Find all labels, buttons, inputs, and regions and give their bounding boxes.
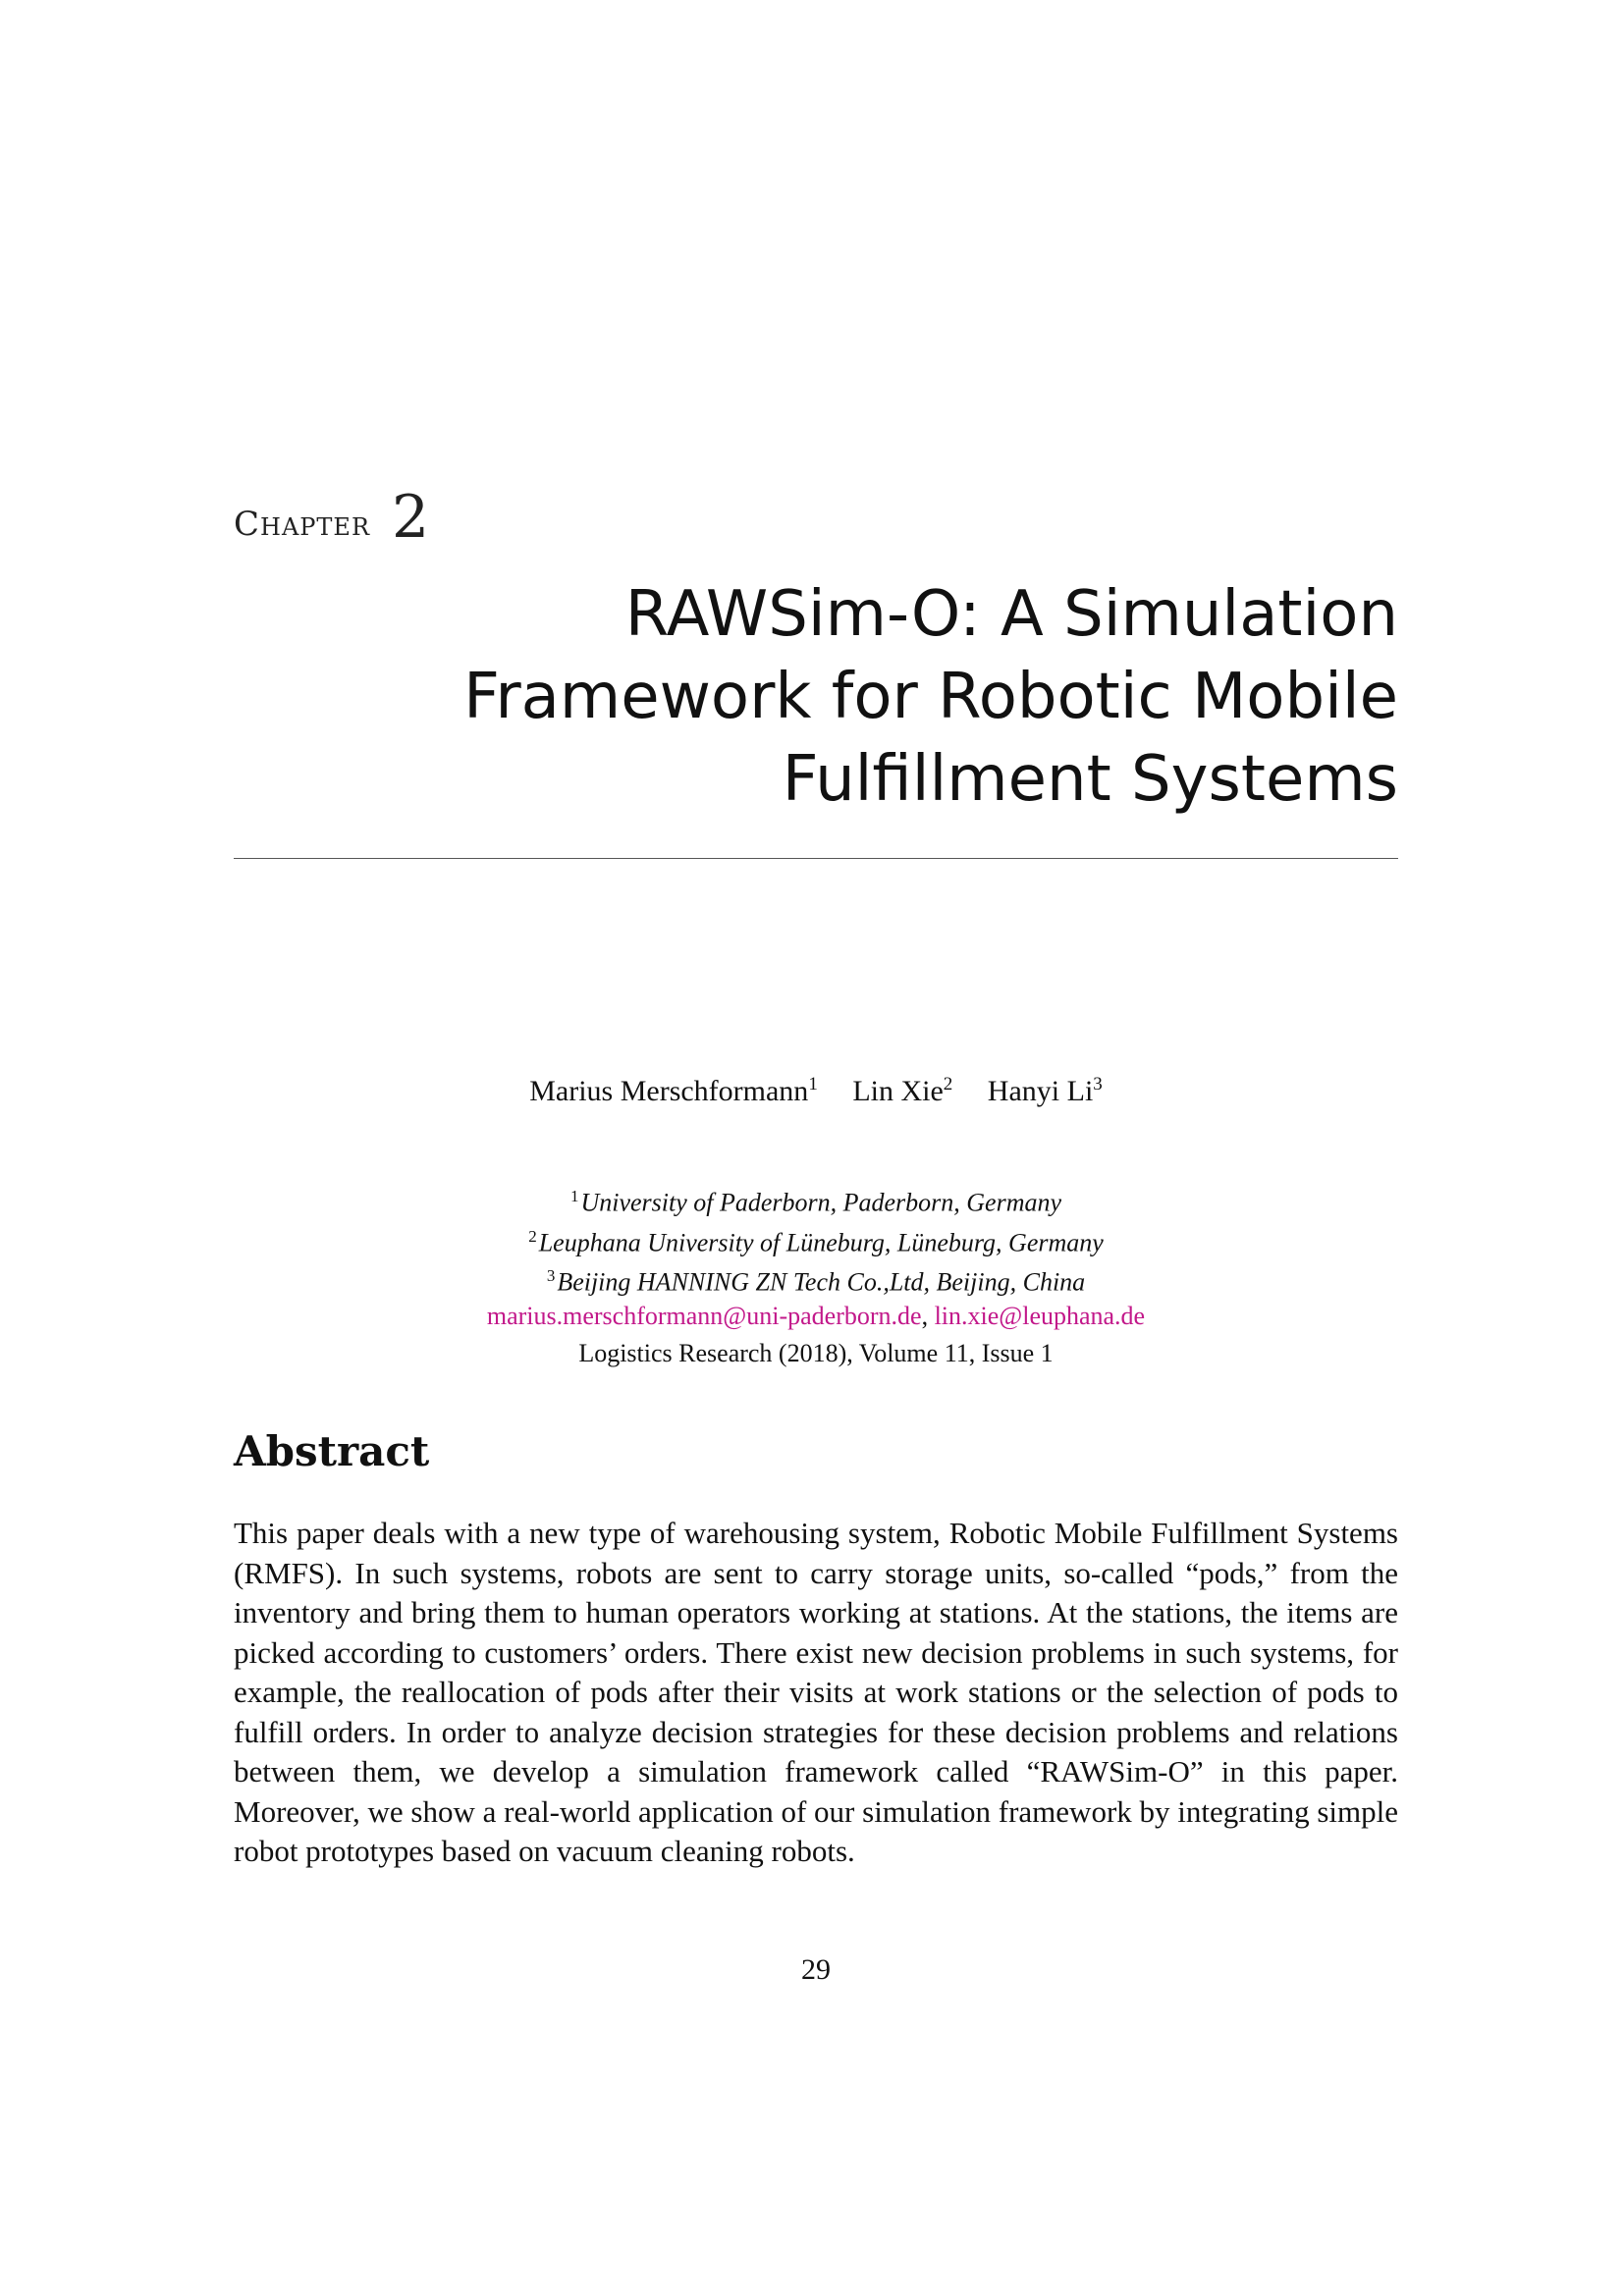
title-divider	[234, 858, 1398, 859]
affiliation	[234, 1259, 1398, 1300]
abstract-heading: Abstract	[234, 1427, 430, 1475]
affiliation-text: University of Paderborn, Paderborn, Germany	[580, 1188, 1062, 1217]
affiliation-text: Leuphana University of Lüneburg, Lüneburg, Germany	[538, 1228, 1104, 1257]
author-affil-marker: 2	[943, 1074, 953, 1095]
title-line-2: Framework for Robotic Mobile	[463, 661, 1398, 733]
publication-info: Logistics Research (2018), Volume 11, Issue 1	[578, 1339, 1054, 1367]
email-link-merschformann[interactable]: marius.merschformann@uni-paderborn.de	[486, 1301, 922, 1330]
author-affil-marker: 1	[808, 1074, 818, 1095]
author-name: Marius Merschformann	[529, 1075, 809, 1107]
author	[852, 1075, 952, 1107]
email-separator: ,	[921, 1301, 935, 1330]
chapter-number: 2	[392, 483, 430, 552]
page-number: 29	[801, 1953, 831, 1986]
chapter-title	[269, 573, 1398, 821]
affiliation	[234, 1220, 1398, 1260]
affiliation	[234, 1180, 1398, 1220]
affiliation-text: Beijing HANNING ZN Tech Co.,Ltd, Beijing, China	[557, 1267, 1086, 1297]
abstract-body: This paper deals with a new type of warehousing system, Robotic Mobile Fulfillment Systems (RMFS). In such systems, robots are sent to carry storage units, so-called “pods,” from the inventory and bring them to human operators working at stations. At the stations, the items are picked according to customers’ orders. There exist new decision problems in such systems, for example, the reallocation of pods after their visits at work stations or the selection of pods to fulfill orders. In order to analyze decision strategies for these decision problems and relations between them, we develop a simulation framework called “RAWSim-O” in this paper. Moreover, we show a real-world application of our simulation framework by integrating simple robot prototypes based on vacuum cleaning robots.	[234, 1516, 1398, 1868]
author-name: Lin Xie	[852, 1075, 944, 1107]
title-line-1: RAWSim-O: A Simulation	[624, 578, 1398, 651]
affiliations	[234, 1180, 1398, 1333]
affiliation-marker: 2	[528, 1226, 537, 1246]
author-affil-marker: 3	[1093, 1074, 1103, 1095]
chapter-word: Chapter	[234, 505, 371, 544]
email-links	[234, 1300, 1398, 1333]
email-link-xie[interactable]: lin.xie@leuphana.de	[934, 1301, 1146, 1330]
author-name: Hanyi Li	[987, 1075, 1094, 1107]
author	[529, 1075, 818, 1107]
title-line-3: Fulfillment Systems	[782, 743, 1398, 816]
author-list	[234, 1074, 1398, 1108]
chapter-label	[234, 483, 429, 552]
affiliation-marker: 3	[546, 1266, 556, 1286]
affiliation-marker: 1	[569, 1187, 579, 1205]
author	[988, 1075, 1103, 1107]
